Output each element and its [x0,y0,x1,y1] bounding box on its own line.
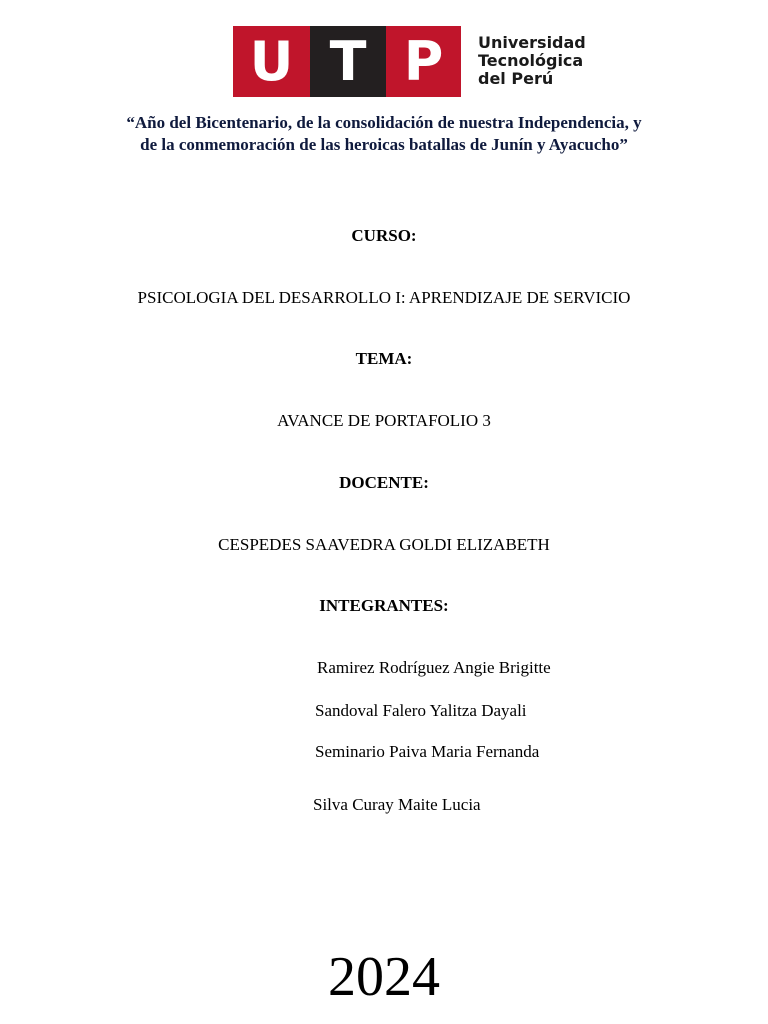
members-label: INTEGRANTES: [319,596,449,615]
logo-name-line-2: Tecnológica [478,51,584,70]
topic-label: TEMA: [355,349,413,368]
member-name-2: Sandoval Falero Yalitza Dayali [315,701,527,720]
topic-value: AVANCE DE PORTAFOLIO 3 [277,411,491,430]
logo-university-name [478,34,586,88]
member-name-3: Seminario Paiva Maria Fernanda [315,742,540,761]
course-label: CURSO: [351,226,417,245]
motto-line-1: “Año del Bicentenario, de la consolidación de nuestra Independencia, y [126,113,642,132]
member-name-1: Ramirez Rodríguez Angie Brigitte [317,658,551,677]
teacher-value: CESPEDES SAAVEDRA GOLDI ELIZABETH [218,535,550,554]
logo-letter-p: P [386,26,461,97]
logo-letter-t: T [310,26,386,97]
logo-name-line-3: del Perú [478,69,554,88]
motto-line-2: de la conmemoración de las heroicas batallas de Junín y Ayacucho” [140,135,628,154]
utp-logo [233,26,461,97]
teacher-label: DOCENTE: [339,473,429,492]
member-name-4: Silva Curay Maite Lucia [313,795,481,814]
course-value: PSICOLOGIA DEL DESARROLLO I: APRENDIZAJE DE SERVICIO [137,288,631,307]
logo-letter-u: U [233,26,310,97]
logo-name-line-1: Universidad [478,33,586,52]
year: 2024 [328,946,440,1008]
